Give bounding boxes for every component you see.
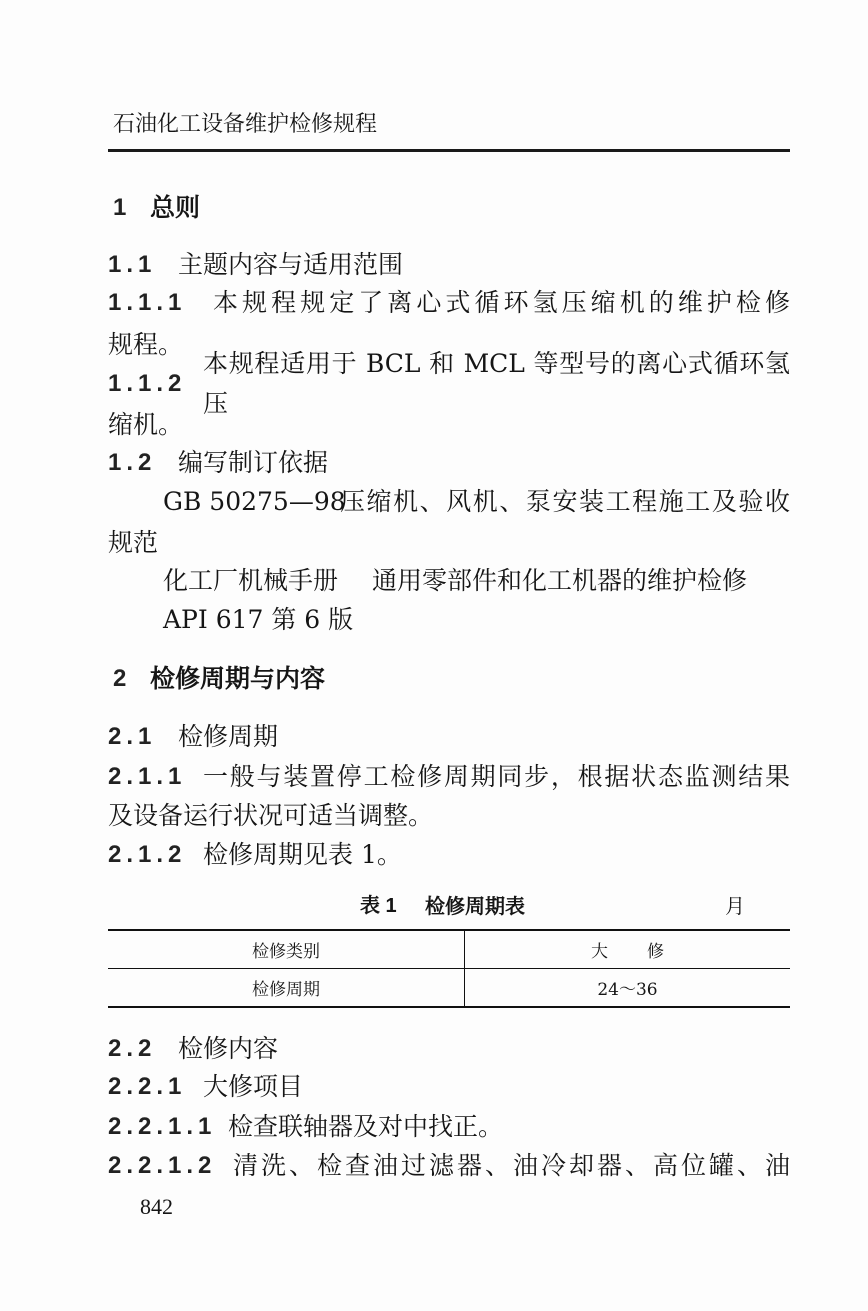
table-row-header: 检修周期 <box>108 969 465 1006</box>
table-row-header: 检修类别 <box>108 931 465 968</box>
table-cell <box>465 931 790 968</box>
clause-text-line: 一般与装置停工检修周期同步，根据状态监测结果 <box>203 762 790 791</box>
running-header: 石油化工设备维护检修规程 <box>113 112 378 137</box>
clause-text-line: 本规程适用于 BCL 和 MCL 等型号的离心式循环氢压 <box>203 349 790 418</box>
table-row <box>108 931 790 968</box>
reference-title: 通用零部件和化工机器的维护检修 <box>372 566 748 595</box>
subsection-1-1-heading <box>108 245 790 285</box>
item-text-line: 检查联轴器及对中找正。 <box>228 1112 504 1141</box>
reference-title: 压缩机、风机、泵安装工程施工及验收 <box>340 487 790 516</box>
item-number: 2.2.1.2 <box>108 1152 217 1179</box>
clause-number: 2.1.1 <box>108 763 187 790</box>
item-2-2-1-1 <box>108 1107 790 1147</box>
reference-code: GB 50275—98 <box>163 487 346 516</box>
clause-number: 1.1.1 <box>108 289 187 316</box>
reference-item <box>163 482 790 522</box>
clause-text-line: 规程。 <box>108 330 184 359</box>
clause-2-1-1-continuation <box>108 796 790 836</box>
table-row <box>108 968 790 1006</box>
table-label: 表 1 <box>360 895 397 917</box>
reference-item <box>163 561 790 601</box>
reference-title: 规范 <box>108 528 159 557</box>
clause-1-1-2 <box>108 349 790 418</box>
clause-text-line: 本规程规定了离心式循环氢压缩机的维护检修 <box>213 288 790 317</box>
clause-text-line: 及设备运行状况可适当调整。 <box>108 801 434 830</box>
reference-code: API 617 第 6 版 <box>163 605 354 634</box>
reference-item-continuation <box>108 523 790 563</box>
clause-number: 1.1.2 <box>108 370 187 397</box>
section-1-heading <box>108 188 790 228</box>
table-caption <box>0 886 868 926</box>
subsection-title: 检修周期 <box>178 722 279 751</box>
subsection-2-2-heading <box>108 1029 790 1069</box>
subsection-number: 1.2 <box>108 449 157 476</box>
subsection-number: 2.2.1 <box>108 1073 187 1100</box>
reference-code: 化工厂机械手册 <box>163 566 339 595</box>
subsection-number: 2.2 <box>108 1035 157 1062</box>
clause-text-line: 缩机。 <box>108 410 184 439</box>
section-title: 检修周期与内容 <box>150 664 326 693</box>
item-2-2-1-2 <box>108 1146 790 1186</box>
clause-text-line: 检修周期见表 1。 <box>203 840 402 869</box>
item-text-line: 清洗、检查油过滤器、油冷却器、高位罐、油 <box>233 1151 790 1180</box>
table-cell-value: 大 修 <box>591 942 675 962</box>
subsection-title: 检修内容 <box>178 1034 279 1063</box>
subsection-number: 1.1 <box>108 251 157 278</box>
subsection-title: 编写制订依据 <box>178 448 329 477</box>
section-number: 2 <box>113 665 132 692</box>
maintenance-cycle-table <box>108 929 790 1008</box>
subsection-2-2-1-heading <box>108 1067 790 1107</box>
section-2-heading <box>108 659 790 699</box>
subsection-number: 2.1 <box>108 723 157 750</box>
subsection-title: 主题内容与适用范围 <box>178 250 404 279</box>
header-rule <box>108 149 790 152</box>
section-number: 1 <box>113 194 132 221</box>
clause-1-1-2-continuation <box>108 405 790 445</box>
clause-number: 2.1.2 <box>108 841 187 868</box>
clause-1-1-1 <box>108 283 790 323</box>
table-cell-value: 24～36 <box>597 980 658 1000</box>
page-number: 842 <box>140 1194 173 1219</box>
table-unit: 月 <box>725 894 745 918</box>
clause-2-1-1 <box>108 757 790 797</box>
item-number: 2.2.1.1 <box>108 1113 217 1140</box>
clause-2-1-2 <box>108 835 790 875</box>
subsection-2-1-heading <box>108 717 790 757</box>
reference-item <box>163 600 790 640</box>
subsection-1-2-heading <box>108 443 790 483</box>
subsection-title: 大修项目 <box>203 1072 304 1101</box>
table-title: 检修周期表 <box>425 894 525 918</box>
section-title: 总则 <box>150 193 201 222</box>
